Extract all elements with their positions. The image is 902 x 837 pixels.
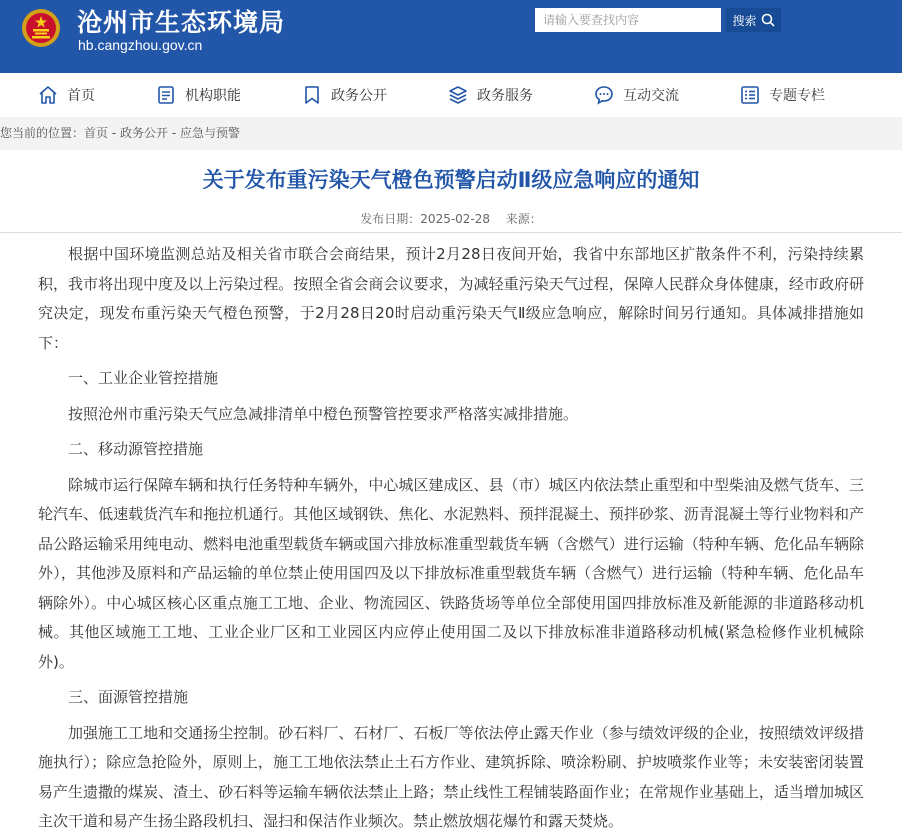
document-list-icon xyxy=(155,84,177,106)
bookmark-icon xyxy=(301,84,323,106)
national-emblem-icon xyxy=(21,8,61,48)
paragraph: 除城市运行保障车辆和执行任务特种车辆外，中心城区建成区、县（市）城区内依法禁止重型和中型柴油及燃气货车、三轮汽车、低速载货汽车和拖拉机通行。其他区域钢铁、焦化、水泥熟料、预拌混凝土、预拌砂浆、沥青混凝土等行业物料和产品公路运输采用纯电动、燃料电池重型载货车辆或国六排放标准重型载货车辆（含燃气）进行运输（特种车辆、危化品车辆除外），其他涉及原料和产品运输的单位禁止使用国四及以下排放标准重型载货车辆（含燃气）进行运输（特种车辆、危化品车辆除外）。中心城区核心区重点施工工地、企业、物流园区、铁路货场等单位全部使用国四排放标准及新能源的非道路移动机械。其他区域施工工地、工业企业厂区和工业园区内应停止使用国二及以下排放标准非道路移动机械(紧急检修作业机械除外)。 xyxy=(38,475,864,671)
breadcrumb xyxy=(0,117,902,150)
nav-item-label: 专题专栏 xyxy=(769,88,825,104)
home-icon xyxy=(37,84,59,106)
date-label: 发布日期： xyxy=(360,212,421,226)
nav-item-special-topics[interactable] xyxy=(739,73,825,117)
article-meta xyxy=(0,210,902,227)
section-heading: 一、工业企业管控措施 xyxy=(68,369,219,387)
layers-icon xyxy=(447,84,469,106)
site-header xyxy=(0,0,902,73)
search-icon xyxy=(761,13,775,27)
site-domain: hb.cangzhou.gov.cn xyxy=(78,37,203,53)
nav-item-label: 政务公开 xyxy=(331,88,387,104)
breadcrumb-separator: - xyxy=(168,126,180,140)
divider xyxy=(0,232,902,233)
nav-item-label: 机构职能 xyxy=(185,88,241,104)
nav-item-label: 互动交流 xyxy=(623,88,679,104)
nav-item-functions[interactable] xyxy=(155,73,241,117)
search-button-label: 搜索 xyxy=(732,13,757,28)
publish-date: 2025-02-28 xyxy=(420,212,491,226)
paragraph: 加强施工工地和交通扬尘控制。砂石料厂、石材厂、石板厂等依法停止露天作业（参与绩效评级的企业，按照绩效评级措施执行）；除应急抢险外，原则上，施工工地依法禁止土石方作业、建筑拆除、喷涂粉刷、护坡喷浆作业等；未安装密闭装置易产生遗撒的煤炭、渣土、砂石料等运输车辆依法禁止上路；禁止线性工程铺装路面作业；在常规作业基础上，适当增加城区主次干道和易产生扬尘路段机扫、湿扫和保洁作业频次。禁止燃放烟花爆竹和露天焚烧。 xyxy=(38,723,864,830)
nav-item-label: 首页 xyxy=(67,88,95,104)
nav-item-gov-services[interactable] xyxy=(447,73,533,117)
section-heading: 二、移动源管控措施 xyxy=(68,440,204,458)
nav-item-home[interactable] xyxy=(37,73,95,117)
breadcrumb-separator: - xyxy=(108,126,120,140)
site-title[interactable]: 沧州市生态环境局 xyxy=(77,8,286,37)
search-button[interactable] xyxy=(726,8,781,32)
source-label: 来源： xyxy=(505,212,542,226)
section-heading: 三、面源管控措施 xyxy=(68,688,189,706)
paragraph: 按照沧州市重污染天气应急减排清单中橙色预警管控要求严格落实减排措施。 xyxy=(68,404,579,423)
breadcrumb-item-gov-affairs[interactable]: 政务公开 xyxy=(120,126,169,140)
main-nav xyxy=(0,73,902,117)
breadcrumb-prefix: 您当前的位置： xyxy=(0,126,85,140)
article-body xyxy=(38,240,864,837)
nav-item-label: 政务服务 xyxy=(477,88,533,104)
checklist-icon xyxy=(739,84,761,106)
paragraph-intro: 根据中国环境监测总站及相关省市联合会商结果，预计2月28日夜间开始，我省中东部地区扩散条件不利，污染持续累积，我市将出现中度及以上污染过程。按照全省会商会议要求，为减轻重污染天气过程，保障人民群众身体健康，经市政府研究决定，现发布重污染天气橙色预警，于2月28日20时启动重污染天气Ⅱ级应急响应，解除时间另行通知。具体减排措施如下： xyxy=(38,245,864,352)
page-title: 关于发布重污染天气橙色预警启动Ⅱ级应急响应的通知 xyxy=(202,168,700,192)
breadcrumb-item-emergency[interactable]: 应急与预警 xyxy=(179,126,240,140)
nav-item-gov-affairs[interactable] xyxy=(301,73,387,117)
nav-item-interaction[interactable] xyxy=(593,73,679,117)
chat-icon xyxy=(593,84,615,106)
search-input[interactable] xyxy=(535,8,721,32)
breadcrumb-item-home[interactable]: 首页 xyxy=(84,126,109,140)
